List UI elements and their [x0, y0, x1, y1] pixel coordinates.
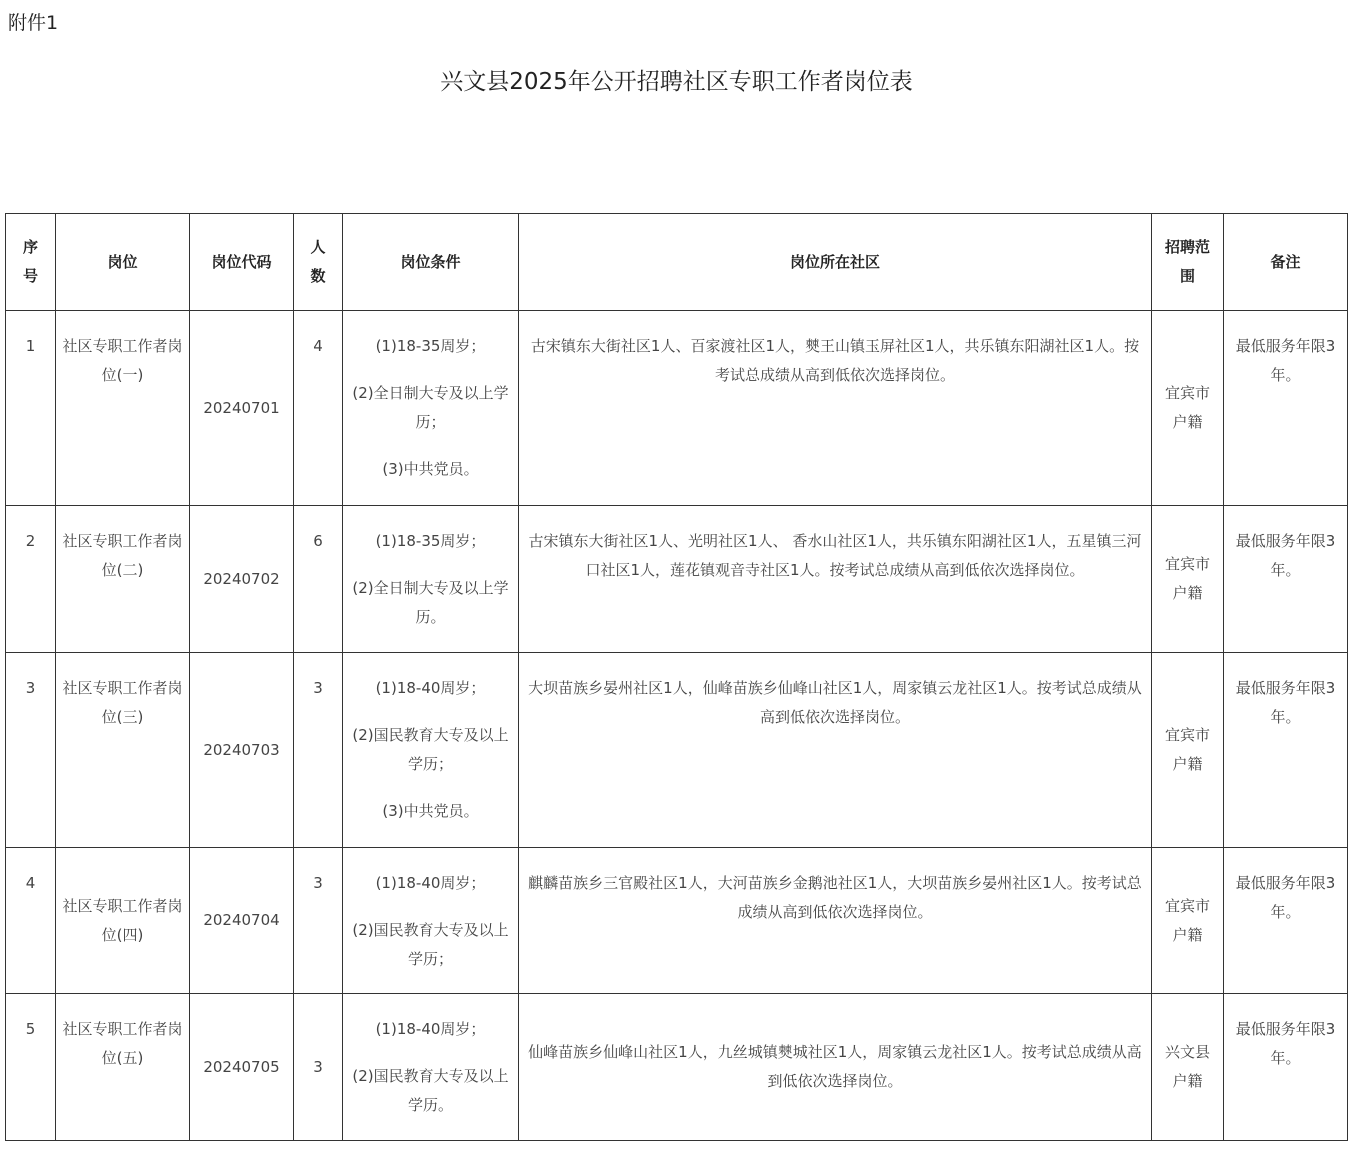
row-index: 2: [6, 506, 56, 653]
condition-item: (2)全日制大专及以上学历。: [352, 579, 509, 626]
condition-item: (2)全日制大专及以上学历；: [352, 384, 509, 431]
row-code: 20240704: [190, 848, 294, 994]
header-position: 岗位: [56, 214, 190, 311]
row-remark: 最低服务年限3年。: [1224, 848, 1348, 994]
row-communities: 古宋镇东大街社区1人、光明社区1人、 香水山社区1人，共乐镇东阳湖社区1人，五星镇三河口社区1人，莲花镇观音寺社区1人。按考试总成绩从高到低依次选择岗位。: [519, 506, 1152, 653]
header-communities: 岗位所在社区: [519, 214, 1152, 311]
row-count: 3: [294, 848, 343, 994]
row-remark: 最低服务年限3年。: [1224, 311, 1348, 506]
table-body: [6, 311, 1348, 1141]
row-conditions: [343, 848, 519, 994]
row-position: 社区专职工作者岗位(二): [56, 506, 190, 653]
row-remark: 最低服务年限3年。: [1224, 506, 1348, 653]
row-conditions: [343, 653, 519, 848]
table-row: [6, 653, 1348, 848]
row-position: 社区专职工作者岗位(一): [56, 311, 190, 506]
row-communities: 大坝苗族乡晏州社区1人，仙峰苗族乡仙峰山社区1人，周家镇云龙社区1人。按考试总成绩从高到低依次选择岗位。: [519, 653, 1152, 848]
row-communities: 仙峰苗族乡仙峰山社区1人，九丝城镇僰城社区1人，周家镇云龙社区1人。按考试总成绩从高到低依次选择岗位。: [519, 994, 1152, 1141]
condition-item: (1)18-40周岁；: [375, 1020, 486, 1038]
page-title: 兴文县2025年公开招聘社区专职工作者岗位表: [440, 69, 913, 95]
row-position: 社区专职工作者岗位(四): [56, 848, 190, 994]
condition-item: (1)18-35周岁；: [375, 337, 486, 355]
table-row: [6, 994, 1348, 1141]
row-scope: 宜宾市户籍: [1152, 848, 1224, 994]
condition-item: (1)18-40周岁；: [375, 874, 486, 892]
row-remark: 最低服务年限3年。: [1224, 994, 1348, 1141]
condition-item: (2)国民教育大专及以上学历。: [352, 1067, 509, 1114]
row-code: 20240701: [190, 311, 294, 506]
condition-item: (1)18-40周岁；: [375, 679, 486, 697]
row-count: 3: [294, 994, 343, 1141]
condition-item: (2)国民教育大专及以上学历；: [352, 726, 509, 773]
positions-table: [5, 213, 1348, 1141]
header-code: 岗位代码: [190, 214, 294, 311]
row-position: 社区专职工作者岗位(五): [56, 994, 190, 1141]
row-conditions: [343, 506, 519, 653]
attachment-label: 附件1: [8, 12, 59, 34]
row-count: 4: [294, 311, 343, 506]
row-count: 3: [294, 653, 343, 848]
header-remark: 备注: [1224, 214, 1348, 311]
condition-item: (3)中共党员。: [382, 460, 479, 478]
header-conditions: 岗位条件: [343, 214, 519, 311]
row-index: 1: [6, 311, 56, 506]
row-communities: 麒麟苗族乡三官殿社区1人，大河苗族乡金鹅池社区1人，大坝苗族乡晏州社区1人。按考试总成绩从高到低依次选择岗位。: [519, 848, 1152, 994]
row-scope: 宜宾市户籍: [1152, 653, 1224, 848]
row-scope: 宜宾市户籍: [1152, 506, 1224, 653]
row-conditions: [343, 311, 519, 506]
row-index: 4: [6, 848, 56, 994]
row-code: 20240703: [190, 653, 294, 848]
row-scope: 兴文县户籍: [1152, 994, 1224, 1141]
table-header: [6, 214, 1348, 311]
header-scope: 招聘范围: [1152, 214, 1224, 311]
table-row: [6, 848, 1348, 994]
row-conditions: [343, 994, 519, 1141]
header-row: [6, 214, 1348, 311]
row-code: 20240702: [190, 506, 294, 653]
condition-item: (3)中共党员。: [382, 802, 479, 820]
row-code: 20240705: [190, 994, 294, 1141]
table-row: [6, 311, 1348, 506]
row-scope: 宜宾市户籍: [1152, 311, 1224, 506]
row-remark: 最低服务年限3年。: [1224, 653, 1348, 848]
condition-item: (1)18-35周岁；: [375, 532, 486, 550]
header-index: 序号: [6, 214, 56, 311]
header-count: 人数: [294, 214, 343, 311]
row-position: 社区专职工作者岗位(三): [56, 653, 190, 848]
table-row: [6, 506, 1348, 653]
row-index: 5: [6, 994, 56, 1141]
row-communities: 古宋镇东大街社区1人、百家渡社区1人，僰王山镇玉屏社区1人，共乐镇东阳湖社区1人。按考试总成绩从高到低依次选择岗位。: [519, 311, 1152, 506]
condition-item: (2)国民教育大专及以上学历；: [352, 921, 509, 968]
row-count: 6: [294, 506, 343, 653]
row-index: 3: [6, 653, 56, 848]
